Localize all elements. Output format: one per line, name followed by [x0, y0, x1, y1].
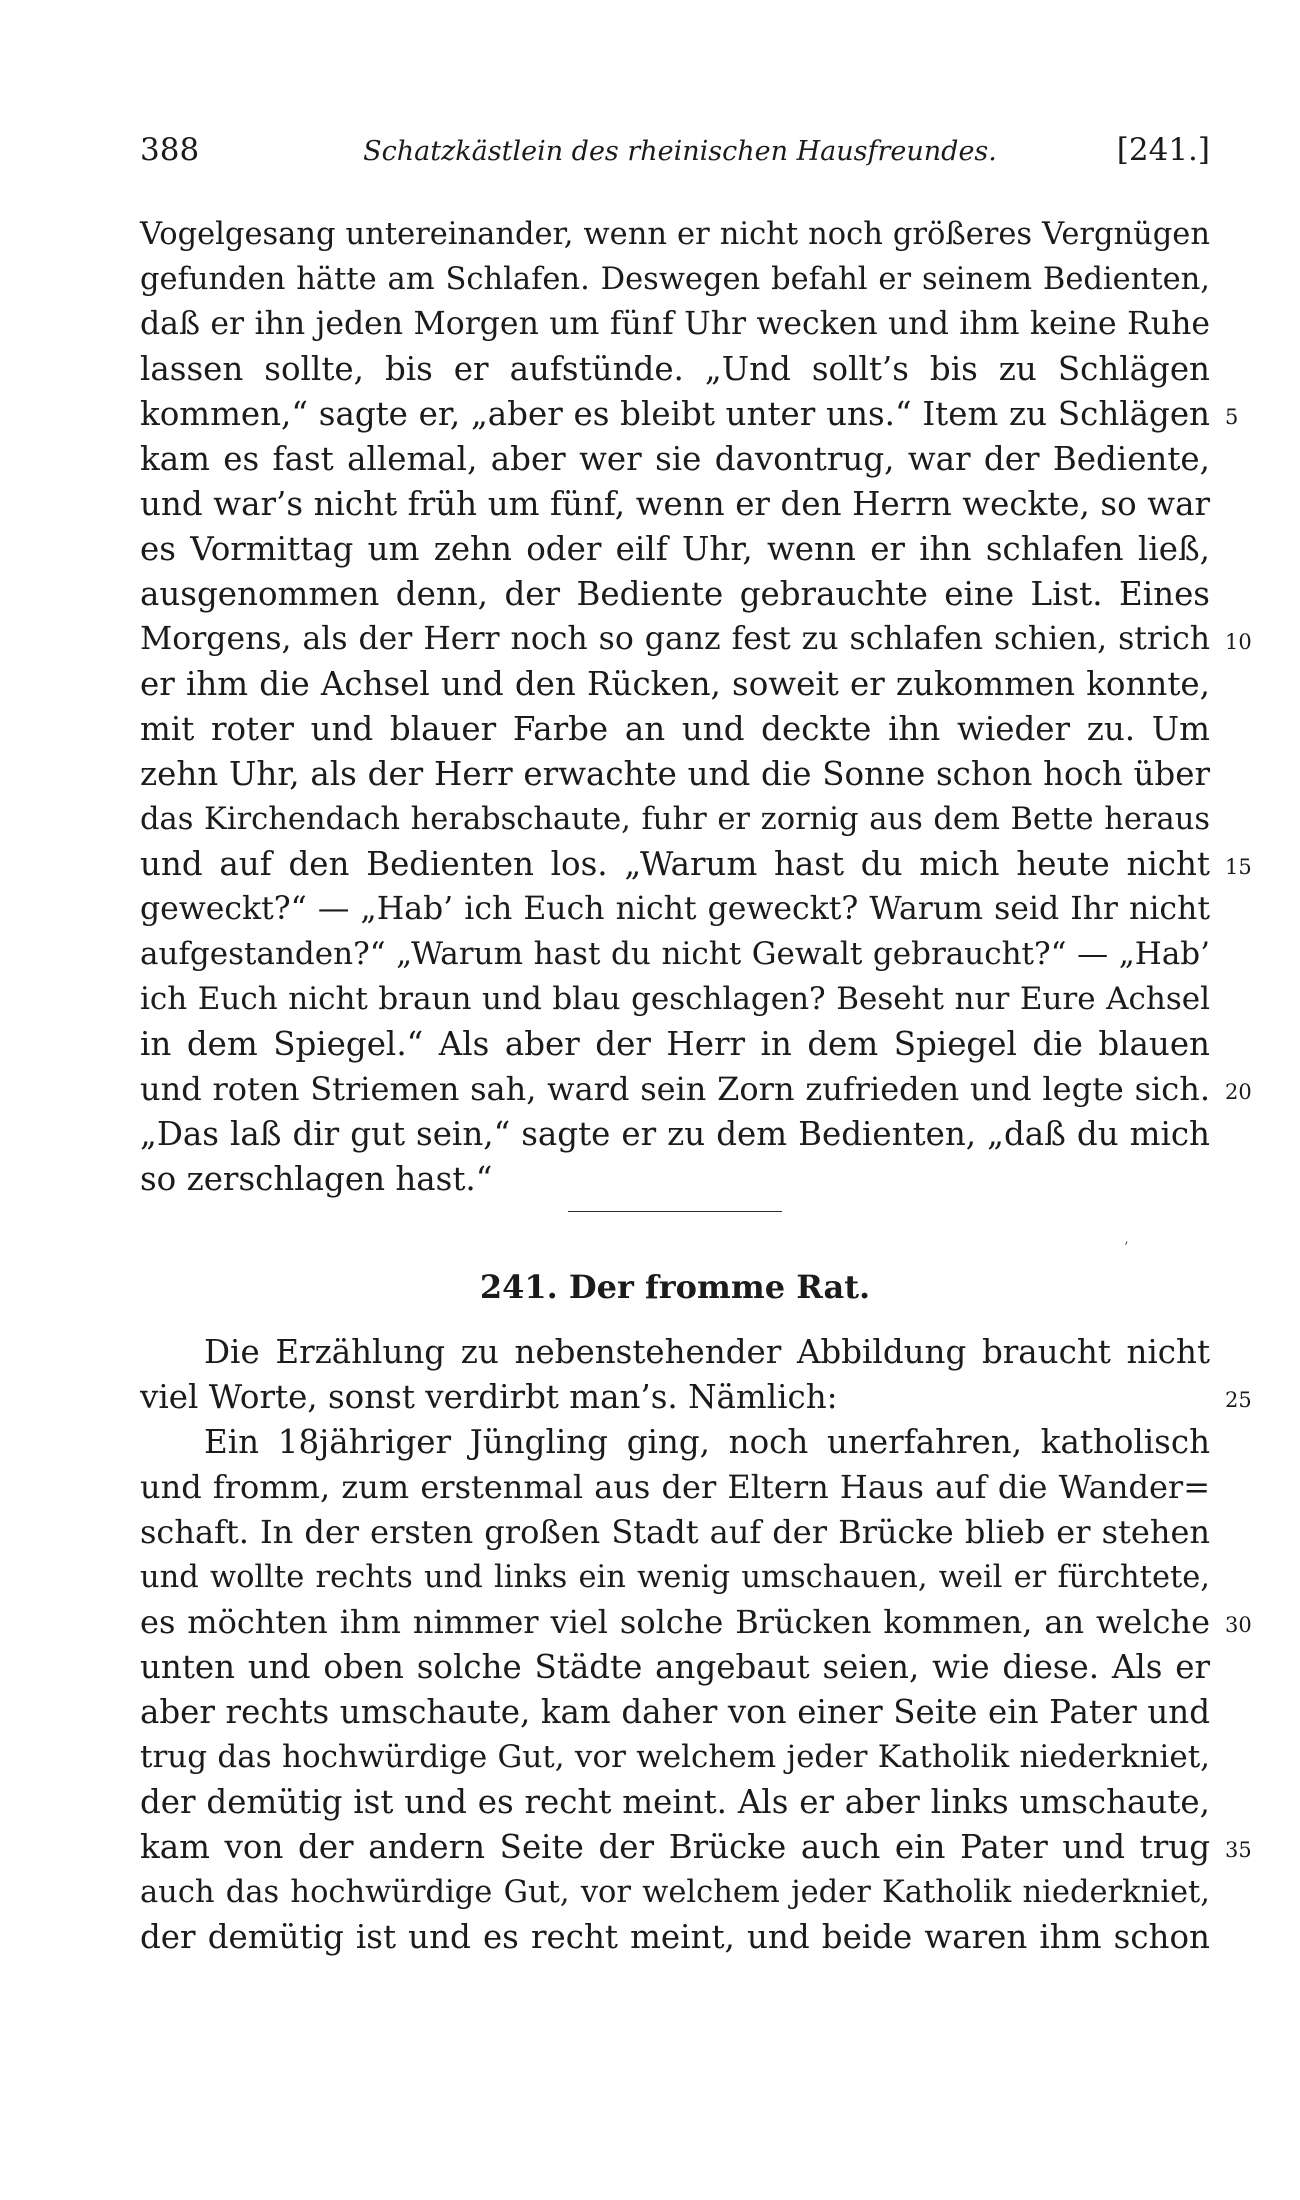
text-line: gefunden hätte am Schlafen. Deswegen befahl er seinem Bedienten,	[140, 262, 1210, 297]
text-line: der demütig ist und es recht meint. Als er aber links umschaute,	[140, 1783, 1210, 1821]
page-number: 388	[140, 132, 200, 168]
section-separator	[568, 1211, 782, 1212]
text-line: „Das laß dir gut sein,“ sagte er zu dem Bedienten, „daß du mich	[140, 1115, 1210, 1153]
text-line: der demütig ist und es recht meint, und beide waren ihm schon	[140, 1918, 1210, 1956]
text-line: Vogelgesang untereinander, wenn er nicht noch größeres Vergnügen	[140, 217, 1210, 252]
line-number: 35	[1225, 1838, 1252, 1862]
line-number: 25	[1225, 1388, 1252, 1412]
running-head	[140, 132, 1210, 182]
text-line: und wollte rechts und links ein wenig umschauen, weil er fürchtete,	[140, 1560, 1210, 1595]
text-line: Ein 18jähriger Jüngling ging, noch unerfahren, katholisch	[204, 1423, 1210, 1461]
section-reference: [241.]	[1116, 132, 1210, 168]
text-line: Morgens, als der Herr noch so ganz fest zu schlafen schien, strich	[140, 621, 1210, 657]
text-line: unten und oben solche Städte angebaut seien, wie diese. Als er	[140, 1648, 1210, 1686]
text-line: trug das hochwürdige Gut, vor welchem jeder Katholik niederkniet,	[140, 1739, 1210, 1775]
line-number: 20	[1225, 1080, 1252, 1104]
text-line: kam von der andern Seite der Brücke auch ein Pater und trug	[140, 1828, 1210, 1866]
text-line: lassen sollte, bis er aufstünde. „Und sollt’s bis zu Schlägen	[140, 350, 1210, 388]
text-line: daß er ihn jeden Morgen um fünf Uhr wecken und ihm keine Ruhe	[140, 306, 1210, 342]
line-number: 15	[1225, 855, 1252, 879]
print-speck: ’	[1124, 1240, 1129, 1256]
text-line: und war’s nicht früh um fünf, wenn er den Herrn weckte, so war	[140, 485, 1210, 523]
text-line: es Vormittag um zehn oder eilf Uhr, wenn er ihn schlafen ließ,	[140, 530, 1210, 568]
text-line: schaft. In der ersten großen Stadt auf der Brücke blieb er stehen	[140, 1513, 1210, 1551]
text-line: kam es fast allemal, aber wer sie davontrug, war der Bediente,	[140, 440, 1210, 478]
text-line: und fromm, zum erstenmal aus der Eltern Haus auf die Wander=	[140, 1468, 1210, 1506]
line-number: 5	[1225, 405, 1239, 429]
text-line: das Kirchendach herabschaute, fuhr er zornig aus dem Bette heraus	[140, 802, 1210, 837]
section-heading: 241. Der fromme Rat.	[479, 1268, 871, 1306]
text-line: zehn Uhr, als der Herr erwachte und die Sonne schon hoch über	[140, 755, 1210, 793]
text-line: ausgenommen denn, der Bediente gebrauchte eine List. Eines	[140, 575, 1210, 613]
text-line: es möchten ihm nimmer viel solche Brücken kommen, an welche	[140, 1603, 1210, 1641]
line-number: 10	[1225, 630, 1252, 654]
text-line: auch das hochwürdige Gut, vor welchem jeder Katholik niederkniet,	[140, 1875, 1210, 1910]
text-line: viel Worte, sonst verdirbt man’s. Nämlich:	[140, 1378, 838, 1416]
text-line: so zerschlagen hast.“	[140, 1160, 493, 1198]
text-line: und auf den Bedienten los. „Warum hast du mich heute nicht	[140, 845, 1210, 883]
text-line: geweckt?“ — „Hab’ ich Euch nicht geweckt? Warum seid Ihr nicht	[140, 891, 1210, 927]
line-number: 30	[1225, 1613, 1252, 1637]
text-line: mit roter und blauer Farbe an und deckte ihn wieder zu. Um	[140, 710, 1210, 748]
text-line: ich Euch nicht braun und blau geschlagen? Beseht nur Eure Achsel	[140, 981, 1210, 1017]
text-line: in dem Spiegel.“ Als aber der Herr in dem Spiegel die blauen	[140, 1025, 1210, 1063]
text-line: kommen,“ sagte er, „aber es bleibt unter uns.“ Item zu Schlägen	[140, 395, 1210, 433]
text-line: und roten Striemen sah, ward sein Zorn zufrieden und legte sich.	[140, 1070, 1210, 1108]
text-line: Die Erzählung zu nebenstehender Abbildung braucht nicht	[204, 1333, 1210, 1371]
text-line: er ihm die Achsel und den Rücken, soweit er zukommen konnte,	[140, 665, 1210, 703]
running-title: Schatzkästlein des rheinischen Hausfreundes.	[363, 136, 997, 167]
text-line: aufgestanden?“ „Warum hast du nicht Gewalt gebraucht?“ — „Hab’	[140, 936, 1210, 972]
text-line: aber rechts umschaute, kam daher von einer Seite ein Pater und	[140, 1693, 1210, 1731]
